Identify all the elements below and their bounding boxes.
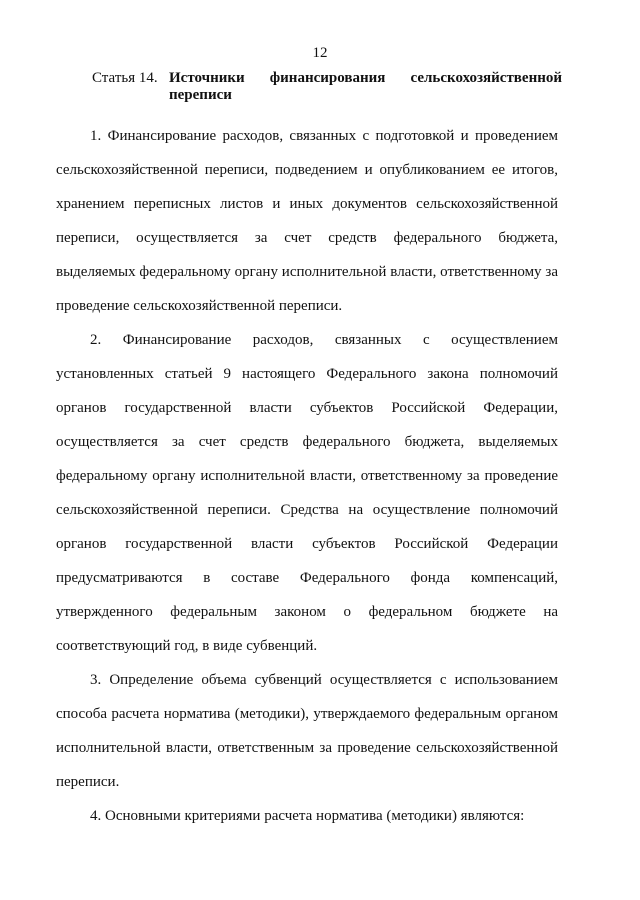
article-body	[56, 119, 558, 833]
article-title: Источники финансирования сельскохозяйственной переписи	[169, 70, 562, 103]
paragraph-1: 1. Финансирование расходов, связанных с подготовкой и проведением сельскохозяйственной переписи, подведением и опубликованием ее итогов, хранением переписных листов и иных документов сельскохозяйственной переписи, осуществляется за счет средств федерального бюджета, выделяемых федеральному органу исполнительной власти, ответственному за проведение сельскохозяйственной переписи.	[56, 128, 558, 314]
page-number: 12	[312, 45, 328, 61]
paragraph-2: 2. Финансирование расходов, связанных с осуществлением установленных статьей 9 настоящего Федерального закона полномочий органов государственной власти субъектов Российской Федерации, осуществляется за счет средств федерального бюджета, выделяемых федеральному органу исполнительной власти, ответственному за проведение сельскохозяйственной переписи. Средства на осуществление полномочий органов государственной власти субъектов Российской Федерации предусматриваются в составе Федерального фонда компенсаций, утвержденного федеральным законом о федеральном бюджете на соответствующий год, в виде субвенций.	[56, 332, 558, 654]
paragraph-3: 3. Определение объема субвенций осуществляется с использованием способа расчета норматива (методики), утверждаемого федеральным органом исполнительной власти, ответственным за проведение сельскохозяйственной переписи.	[56, 672, 558, 790]
article-label: Статья 14.	[92, 70, 158, 86]
paragraph-4: 4. Основными критериями расчета норматива (методики) являются:	[90, 808, 525, 824]
